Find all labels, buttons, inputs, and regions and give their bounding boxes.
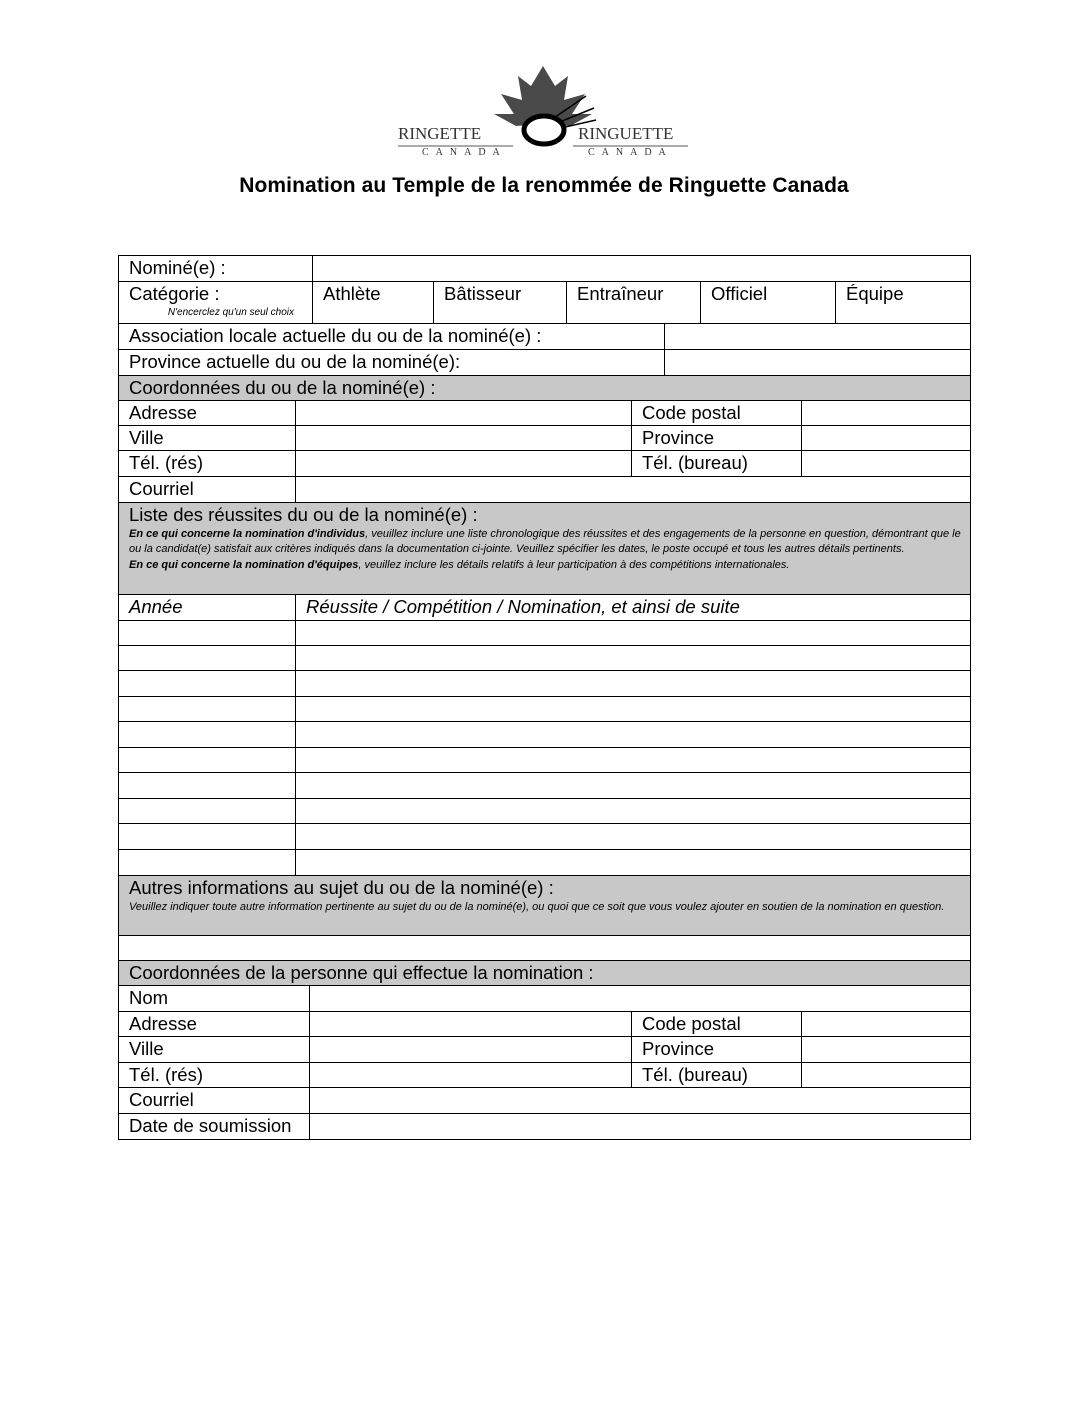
achievement-year-field[interactable] — [118, 849, 296, 876]
achievement-year-field[interactable] — [118, 670, 296, 697]
association-field[interactable] — [664, 323, 971, 350]
nominee-email-field[interactable] — [295, 476, 971, 503]
nominee-label: Nominé(e) : — [118, 255, 313, 282]
nominee-tel-home-field[interactable] — [295, 450, 632, 477]
nominator-name-field[interactable] — [309, 985, 971, 1012]
nominator-tel-home-field[interactable] — [309, 1062, 632, 1088]
category-note: N'encerclez qu'un seul choix — [167, 306, 294, 318]
nominee-tel-office-field[interactable] — [801, 450, 971, 477]
achievement-detail-field[interactable] — [295, 747, 971, 773]
nominator-postal-code-field[interactable] — [801, 1011, 971, 1037]
achievements-col-detail: Réussite / Compétition / Nomination, et ainsi de suite — [295, 594, 971, 621]
other-info-header-block — [118, 875, 971, 936]
achievement-year-field[interactable] — [118, 772, 296, 799]
achievement-detail-field[interactable] — [295, 772, 971, 799]
nominee-tel-office-label: Tél. (bureau) — [631, 450, 802, 477]
nominee-tel-home-label: Tél. (rés) — [118, 450, 296, 477]
achievement-detail-field[interactable] — [295, 620, 971, 646]
other-info-header: Autres informations au sujet du ou de la nominé(e) : — [129, 877, 554, 898]
category-option-athlete[interactable]: Athlète — [312, 281, 434, 324]
nominee-email-label: Courriel — [118, 476, 296, 503]
nominee-address-label: Adresse — [118, 400, 296, 426]
nominator-address-label: Adresse — [118, 1011, 310, 1037]
submission-date-field[interactable] — [309, 1113, 971, 1140]
category-option-coach[interactable]: Entraîneur — [566, 281, 701, 324]
nominee-postal-code-label: Code postal — [631, 400, 802, 426]
achievement-detail-field[interactable] — [295, 823, 971, 850]
achievement-year-field[interactable] — [118, 645, 296, 671]
page-title: Nomination au Temple de la renommée de Ringuette Canada — [239, 174, 849, 197]
nominee-province-field[interactable] — [801, 425, 971, 451]
nominator-tel-office-label: Tél. (bureau) — [631, 1062, 802, 1088]
achievements-team-text: , veuillez inclure les détails relatifs à leur participation à des compétitions internationales. — [358, 558, 790, 571]
achievement-year-field[interactable] — [118, 696, 296, 722]
category-label: Catégorie : — [129, 283, 220, 304]
nominator-email-label: Courriel — [118, 1087, 310, 1114]
achievement-detail-field[interactable] — [295, 798, 971, 824]
achievements-individual-text: , veuillez inclure une liste chronologique des réussites et des engagements de la personne en question, démontrant que le ou la candidat(e) satisfait aux critères indiqués dans la documentation ci-jointe. Veuillez spécifier les dates, le poste occupé et tous les autres détails pertinents. — [129, 527, 961, 556]
nominator-address-field[interactable] — [309, 1011, 632, 1037]
nominator-postal-code-label: Code postal — [631, 1011, 802, 1037]
category-label-cell — [118, 281, 313, 324]
other-info-text: Veuillez indiquer toute autre information pertinente au sujet du ou de la nominé(e), ou quoi que ce soit que vous voulez ajouter en soutien de la nomination en question. — [129, 900, 945, 913]
achievement-year-field[interactable] — [118, 823, 296, 850]
logo-right-bottom: CANADA — [588, 147, 673, 156]
nominee-address-field[interactable] — [295, 400, 632, 426]
achievement-detail-field[interactable] — [295, 696, 971, 722]
achievement-year-field[interactable] — [118, 798, 296, 824]
nominee-contact-header: Coordonnées du ou de la nominé(e) : — [118, 375, 971, 401]
ring-icon — [524, 116, 564, 144]
other-info-field[interactable] — [118, 935, 971, 961]
achievements-team-lead: En ce qui concerne la nomination d'équipes — [129, 558, 359, 571]
achievement-year-field[interactable] — [118, 721, 296, 748]
nominator-city-label: Ville — [118, 1036, 310, 1063]
achievements-header: Liste des réussites du ou de la nominé(e) : — [129, 504, 478, 525]
nominee-province-label: Province — [631, 425, 802, 451]
nominee-city-field[interactable] — [295, 425, 632, 451]
category-option-builder[interactable]: Bâtisseur — [433, 281, 567, 324]
nominator-tel-home-label: Tél. (rés) — [118, 1062, 310, 1088]
nominee-postal-code-field[interactable] — [801, 400, 971, 426]
ringette-canada-logo — [398, 64, 688, 156]
category-option-team[interactable]: Équipe — [835, 281, 971, 324]
achievements-instructions — [129, 527, 970, 574]
nominator-contact-header: Coordonnées de la personne qui effectue la nomination : — [118, 960, 971, 986]
submission-date-label: Date de soumission — [118, 1113, 310, 1140]
nominee-field[interactable] — [312, 255, 971, 282]
nominator-email-field[interactable] — [309, 1087, 971, 1114]
nominator-province-label: Province — [631, 1036, 802, 1063]
province-current-label: Province actuelle du ou de la nominé(e): — [118, 349, 665, 376]
achievement-detail-field[interactable] — [295, 721, 971, 748]
association-label: Association locale actuelle du ou de la nominé(e) : — [118, 323, 665, 350]
achievement-detail-field[interactable] — [295, 670, 971, 697]
achievement-year-field[interactable] — [118, 747, 296, 773]
achievements-header-block — [118, 502, 971, 595]
logo-left-top: RINGETTE — [398, 124, 482, 143]
nominator-city-field[interactable] — [309, 1036, 632, 1063]
logo-right-top: RINGUETTE — [578, 124, 674, 143]
nominator-tel-office-field[interactable] — [801, 1062, 971, 1088]
nominator-name-label: Nom — [118, 985, 310, 1012]
logo-left-bottom: CANADA — [422, 147, 507, 156]
achievement-detail-field[interactable] — [295, 849, 971, 876]
category-option-official[interactable]: Officiel — [700, 281, 836, 324]
nominator-province-field[interactable] — [801, 1036, 971, 1063]
achievement-year-field[interactable] — [118, 620, 296, 646]
achievement-detail-field[interactable] — [295, 645, 971, 671]
achievements-col-year: Année — [118, 594, 296, 621]
nominee-city-label: Ville — [118, 425, 296, 451]
achievements-individual-lead: En ce qui concerne la nomination d'individus — [129, 527, 366, 540]
province-current-field[interactable] — [664, 349, 971, 376]
